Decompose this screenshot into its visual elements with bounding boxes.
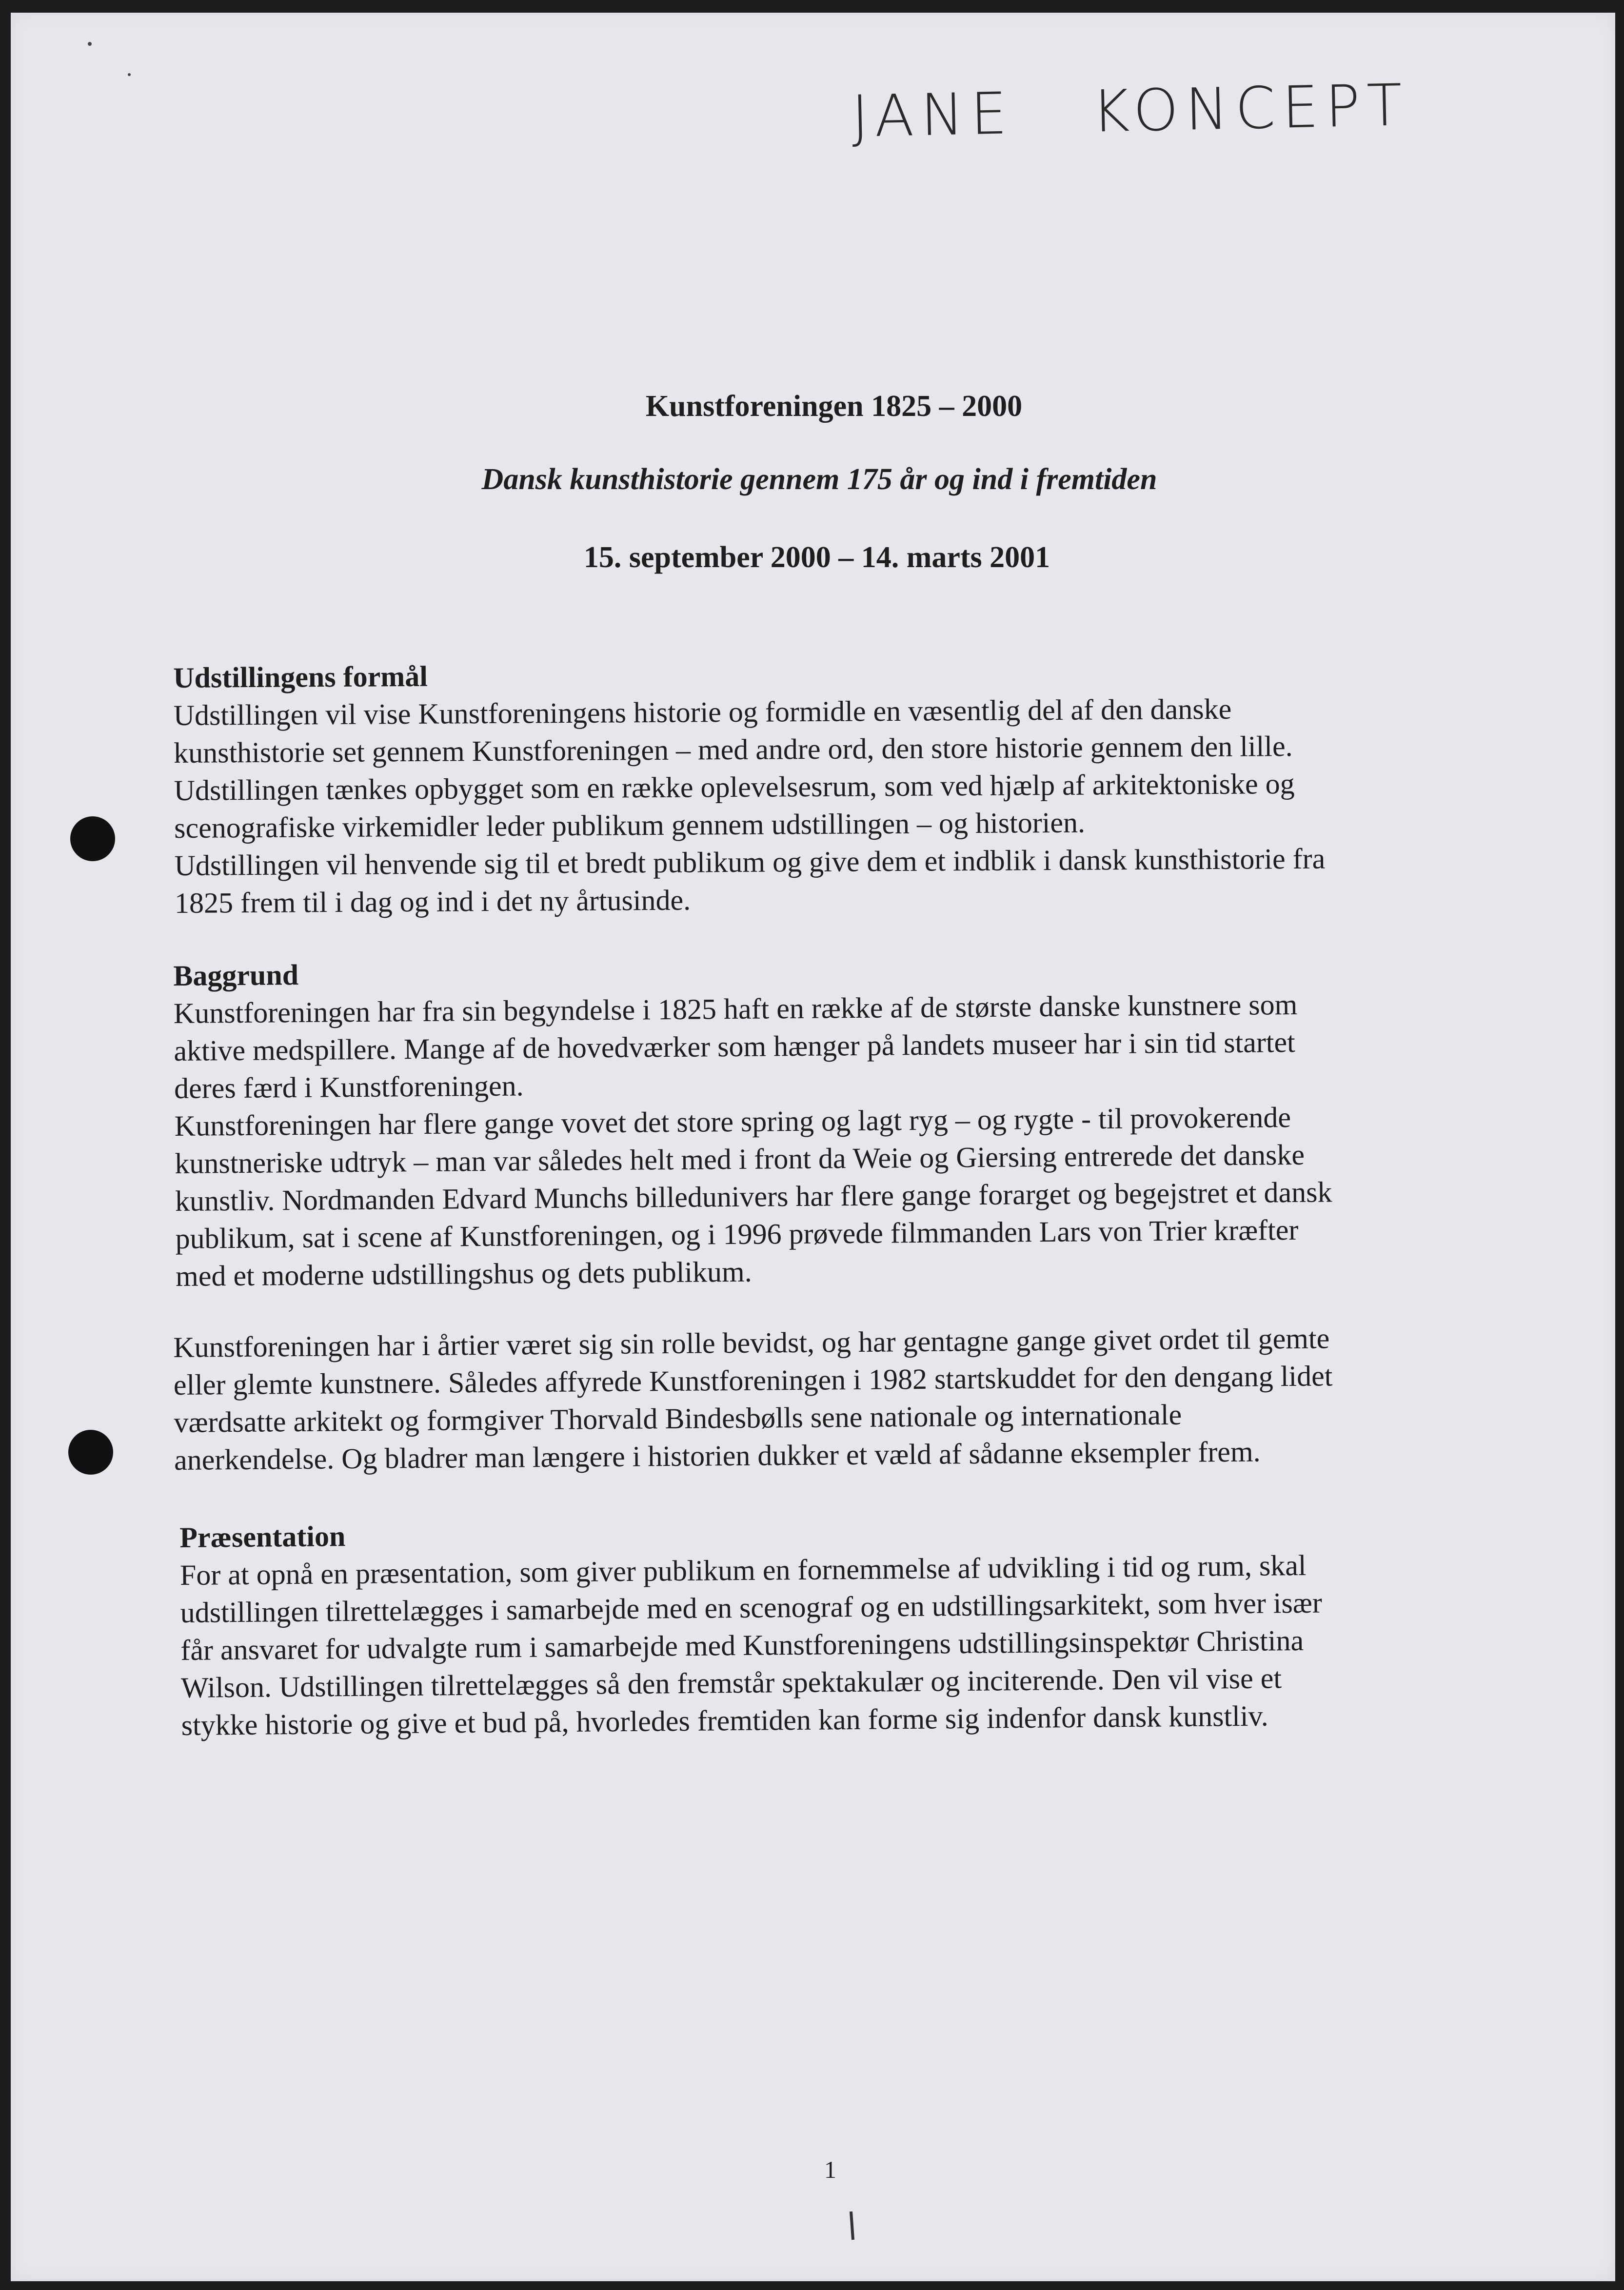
- section-line: anerkendelse. Og bladrer man længere i historien dukker et væld af sådanne eksempler frem.: [174, 1435, 1261, 1476]
- section-line: aktive medspillere. Mange af de hovedværker som hænger på landets museer har i sin tid startet: [174, 1026, 1296, 1067]
- document-title: Kunstforeningen 1825 – 2000: [645, 390, 1023, 423]
- handwritten-word: JANE: [851, 79, 1015, 150]
- section-paragraph-3: [173, 1319, 1471, 1479]
- section-line: Udstillingen tænkes opbygget som en række oplevelsesrum, som ved hjælp af arkitektoniske og: [174, 767, 1295, 807]
- section-line: Wilson. Udstillingen tilrettelægges så den fremstår spektakulær og inciterende. Den vil vise et: [180, 1662, 1282, 1704]
- section-line: Udstillingen vil henvende sig til et bredt publikum og give dem et indblik i dansk kunsthistorie fra: [174, 842, 1326, 882]
- section-line: kunsthistorie set gennem Kunstforeningen – med andre ord, den store historie gennem den lille.: [173, 730, 1293, 769]
- punch-hole: [68, 1430, 113, 1475]
- section-line: Udstillingen vil vise Kunstforeningens historie og formidle en væsentlig del af den danske: [173, 692, 1232, 731]
- section-heading: Udstillingens formål: [173, 660, 428, 694]
- section-line: For at opnå en præsentation, som giver publikum en fornemmelse af udvikling i tid og rum, skal: [179, 1549, 1307, 1591]
- section-line: Kunstforeningen har flere gange vovet det store spring og lagt ryg – og rygte - til provokerende: [174, 1101, 1291, 1142]
- section-heading: Præsentation: [179, 1520, 346, 1554]
- paper-speck: [128, 73, 131, 76]
- paper-speck: [88, 42, 92, 46]
- punch-hole: [70, 816, 115, 861]
- section-line: scenografiske virkemidler leder publikum gennem udstillingen – og historien.: [174, 806, 1086, 844]
- section-line: eller glemte kunstnere. Således affyrede Kunstforeningen i 1982 startskuddet for den dengang lidet: [173, 1360, 1333, 1401]
- document-subtitle: Dansk kunsthistorie gennem 175 år og ind i fremtiden: [481, 463, 1157, 496]
- section-line: kunstliv. Nordmanden Edvard Munchs billedunivers har flere gange forarget og begejstret et dansk: [175, 1176, 1332, 1217]
- exhibition-dates: 15. september 2000 – 14. marts 2001: [583, 541, 1050, 574]
- section-line: får ansvaret for udvalgte rum i samarbejde med Kunstforeningens udstillingsinspektør Christina: [180, 1624, 1304, 1666]
- handwritten-word: KONCEPT: [1091, 71, 1410, 145]
- section-praesentation: [179, 1508, 1479, 1744]
- section-line: med et moderne udstillingshus og dets publikum.: [175, 1255, 752, 1292]
- section-line: stykke historie og give et bud på, hvorledes fremtiden kan forme sig indenfor dansk kunstliv.: [181, 1699, 1268, 1741]
- section-line: Kunstforeningen har i årtier været sig sin rolle bevidst, og har gentagne gange givet ordet til gemte: [173, 1322, 1330, 1363]
- section-line: 1825 frem til i dag og ind i det ny årtusinde.: [174, 884, 691, 919]
- section-baggrund: [173, 947, 1473, 1295]
- section-formaal: [173, 651, 1472, 922]
- section-line: deres færd i Kunstforeningen.: [174, 1069, 524, 1105]
- section-heading: Baggrund: [173, 958, 299, 992]
- handwritten-note: [851, 70, 1487, 150]
- section-line: publikum, sat i scene af Kunstforeningen, og i 1996 prøvede filmmanden Lars von Trier kræfter: [175, 1213, 1299, 1255]
- section-line: værdsatte arkitekt og formgiver Thorvald Bindesbølls sene nationale og internationale: [174, 1398, 1182, 1439]
- page-number: 1: [824, 2156, 836, 2183]
- section-line: udstillingen tilrettelægges i samarbejde med en scenograf og en udstillingsarkitekt, som hver især: [180, 1586, 1323, 1629]
- section-line: Kunstforeningen har fra sin begyndelse i 1825 haft en række af de største danske kunstnere som: [173, 988, 1298, 1029]
- section-line: kunstneriske udtryk – man var således helt med i front da Weie og Giersing entrerede det danske: [175, 1138, 1305, 1180]
